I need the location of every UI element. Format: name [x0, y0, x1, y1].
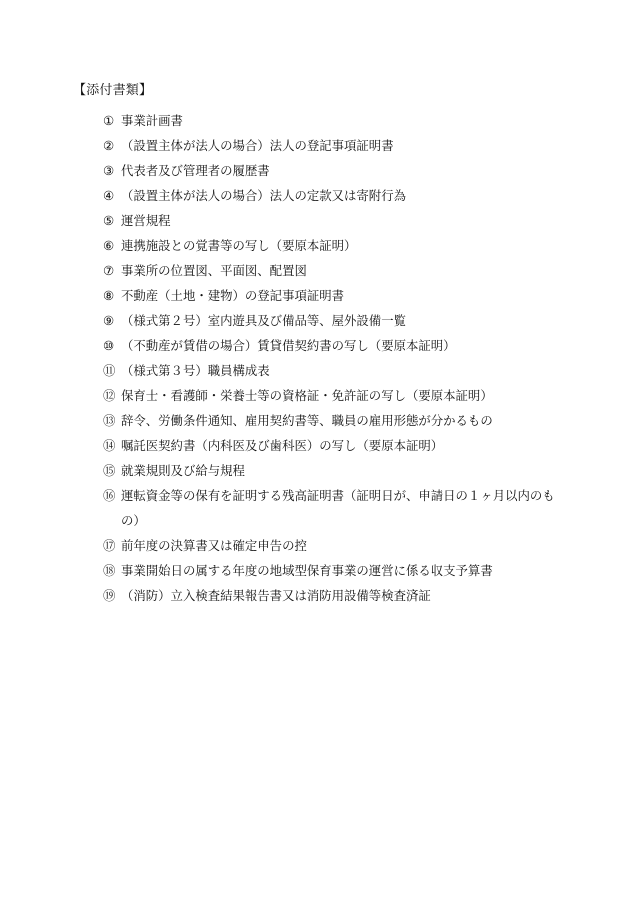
list-item [103, 483, 573, 533]
item-text: （消防）立入検査結果報告書又は消防用設備等検査済証 [121, 588, 431, 603]
item-number: ⑧ [103, 288, 115, 303]
attachments-list [103, 108, 573, 608]
list-item [103, 358, 573, 383]
item-text: 辞令、労働条件通知、雇用契約書等、職員の雇用形態が分かるもの [121, 413, 493, 428]
item-text: 前年度の決算書又は確定申告の控 [121, 538, 307, 553]
item-text: （様式第３号）職員構成表 [121, 363, 270, 378]
list-item [103, 408, 573, 433]
list-item [103, 383, 573, 408]
list-item [103, 258, 573, 283]
item-text: 不動産（土地・建物）の登記事項証明書 [121, 288, 345, 303]
item-number: ⑯ [103, 488, 116, 503]
item-text: 就業規則及び給与規程 [121, 463, 245, 478]
item-number: ⑲ [103, 588, 116, 603]
item-number: ⑪ [103, 363, 116, 378]
item-text: 嘱託医契約書（内科医及び歯科医）の写し（要原本証明） [121, 438, 444, 453]
item-text: 事業所の位置図、平面図、配置図 [121, 263, 307, 278]
item-number: ① [103, 113, 115, 128]
item-number: ⑥ [103, 238, 115, 253]
item-number: ⑰ [103, 538, 116, 553]
item-number: ③ [103, 163, 115, 178]
item-number: ⑬ [103, 413, 116, 428]
list-item [103, 558, 573, 583]
list-item [103, 333, 573, 358]
item-number: ⑤ [103, 213, 115, 228]
list-item [103, 308, 573, 333]
item-text: （不動産が賃借の場合）賃貸借契約書の写し（要原本証明） [121, 338, 456, 353]
list-item [103, 283, 573, 308]
item-text: 保育士・看護師・栄養士等の資格証・免許証の写し（要原本証明） [121, 388, 493, 403]
list-item [103, 158, 573, 183]
item-text: 事業計画書 [121, 113, 183, 128]
item-text: 連携施設との覚書等の写し（要原本証明） [121, 238, 357, 253]
item-number: ⑮ [103, 463, 116, 478]
item-number: ⑱ [103, 563, 116, 578]
item-number: ⑨ [103, 313, 115, 328]
list-item [103, 108, 573, 133]
item-text: 運転資金等の保有を証明する残高証明書（証明日が、申請日の１ヶ月以内のもの） [121, 488, 555, 528]
list-item [103, 183, 573, 208]
item-text: （設置主体が法人の場合）法人の登記事項証明書 [121, 138, 394, 153]
item-text: 事業開始日の属する年度の地域型保育事業の運営に係る収支予算書 [121, 563, 493, 578]
list-item [103, 458, 573, 483]
list-item [103, 433, 573, 458]
item-number: ⑩ [103, 338, 115, 353]
item-number: ⑭ [103, 438, 116, 453]
item-number: ⑦ [103, 263, 115, 278]
list-item [103, 208, 573, 233]
list-item [103, 533, 573, 558]
attachments-heading: 【添付書類】 [73, 83, 153, 98]
list-item [103, 133, 573, 158]
item-number: ④ [103, 188, 115, 203]
item-text: 代表者及び管理者の履歴書 [121, 163, 270, 178]
item-number: ⑫ [103, 388, 116, 403]
list-item [103, 233, 573, 258]
item-text: 運営規程 [121, 213, 171, 228]
list-item [103, 583, 573, 608]
item-text: （設置主体が法人の場合）法人の定款又は寄附行為 [121, 188, 406, 203]
item-text: （様式第２号）室内遊具及び備品等、屋外設備一覧 [121, 313, 406, 328]
item-number: ② [103, 138, 115, 153]
